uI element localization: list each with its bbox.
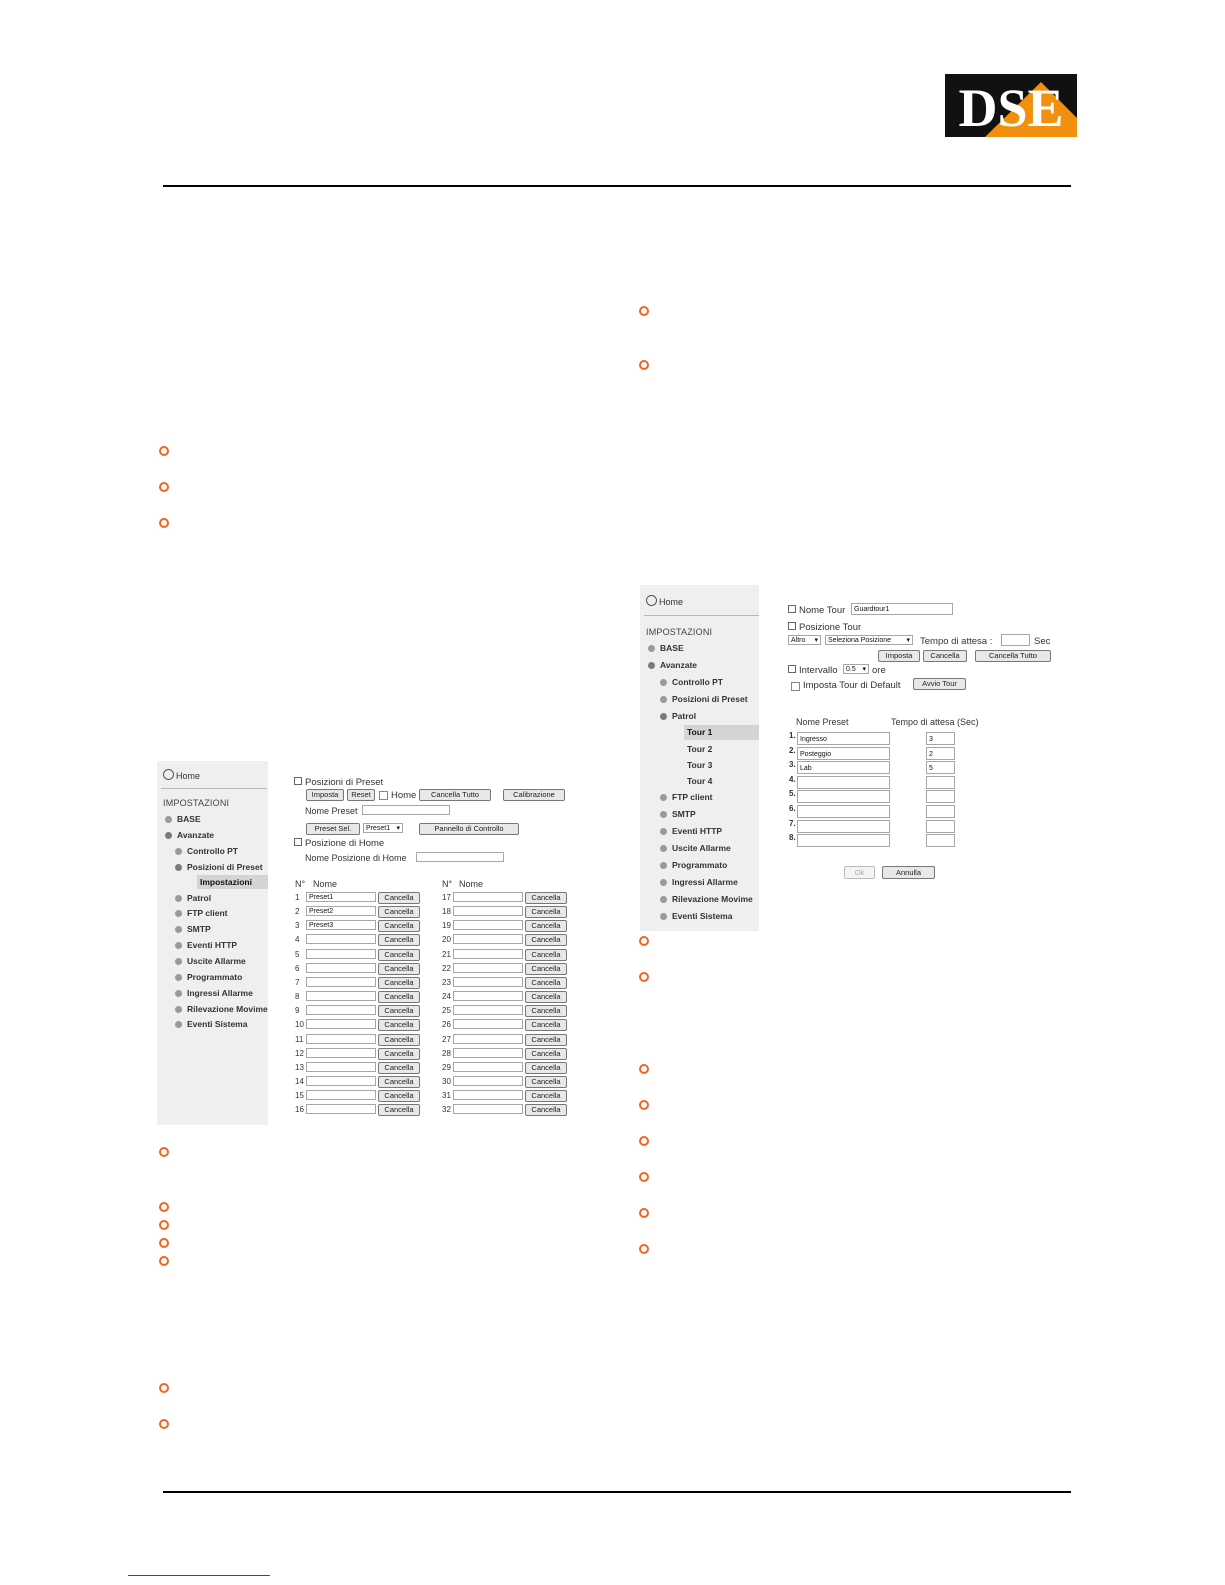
tour-wait-time-input[interactable]: [926, 776, 955, 789]
preset-name-input[interactable]: [453, 1104, 523, 1114]
preset-row-number: 5: [295, 949, 300, 959]
bullet-marker: [639, 972, 649, 982]
sidebar-item-tour-2[interactable]: Tour 2: [687, 744, 713, 754]
preset-row-number: 3: [295, 921, 300, 931]
arrow-icon: [660, 811, 667, 818]
tour-preset-name-input[interactable]: [797, 805, 890, 818]
preset-sel-button[interactable]: Preset Sel.: [306, 823, 360, 835]
preset-name-input[interactable]: [453, 949, 523, 959]
avvio-tour-button[interactable]: Avvio Tour: [913, 678, 966, 690]
arrow-icon: [175, 958, 182, 965]
cancella-row-button[interactable]: Cancella: [378, 977, 420, 989]
ore-label: ore: [872, 665, 886, 676]
tour-wait-time-input[interactable]: 2: [926, 747, 955, 760]
sidebar-item-controllo-pt[interactable]: Controllo PT: [660, 677, 723, 687]
preset-row-number: 14: [295, 1076, 304, 1086]
preset-name-input[interactable]: [306, 1062, 376, 1072]
preset-row-number: 29: [442, 1062, 451, 1072]
tempo-attesa-label: Tempo di attesa :: [920, 636, 993, 647]
sidebar-item-rilevazione-movimento[interactable]: Rilevazione Movime: [175, 1004, 268, 1014]
sidebar-section-title: IMPOSTAZIONI: [646, 627, 713, 637]
arrow-icon: [648, 645, 655, 652]
preset-name-input[interactable]: [306, 1090, 376, 1100]
preset-name-input[interactable]: [306, 991, 376, 1001]
arrow-icon: [660, 896, 667, 903]
nome-tour-input[interactable]: Guardtour1: [851, 603, 953, 615]
cancella-row-button[interactable]: Cancella: [525, 977, 567, 989]
cancella-row-button[interactable]: Cancella: [378, 1048, 420, 1060]
home-section-title: Posizione di Home: [294, 838, 384, 849]
sidebar-item-patrol[interactable]: Patrol: [175, 893, 211, 903]
tour-preset-name-input[interactable]: [797, 776, 890, 789]
tour-sidebar: [640, 585, 759, 931]
preset-name-input[interactable]: Preset3: [306, 920, 376, 930]
cancella-row-button[interactable]: Cancella: [378, 991, 420, 1003]
preset-select[interactable]: Preset1 ▾: [363, 823, 403, 833]
footer-rule: [163, 1491, 1071, 1493]
preset-row-number: 23: [442, 977, 451, 987]
tour-preset-name-input[interactable]: [797, 820, 890, 833]
preset-name-input[interactable]: [453, 892, 523, 902]
arrow-icon: [660, 679, 667, 686]
cancella-row-button[interactable]: Cancella: [525, 949, 567, 961]
preset-name-input[interactable]: [453, 1034, 523, 1044]
cancella-tutto-button[interactable]: Cancella Tutto: [975, 650, 1051, 662]
preset-row-number: 15: [295, 1091, 304, 1101]
preset-name-input[interactable]: [453, 963, 523, 973]
sidebar-item-eventi-http[interactable]: Eventi HTTP: [660, 826, 722, 836]
cancella-row-button[interactable]: Cancella: [525, 1048, 567, 1060]
default-tour-checkbox[interactable]: [791, 682, 800, 691]
bullet-marker: [639, 1208, 649, 1218]
nome-preset-input[interactable]: [362, 805, 450, 815]
arrow-icon: [175, 1006, 182, 1013]
preset-name-input[interactable]: [306, 1034, 376, 1044]
pannello-controllo-button[interactable]: Pannello di Controllo: [419, 823, 519, 835]
cancella-row-button[interactable]: Cancella: [378, 1076, 420, 1088]
bullet-marker: [639, 1244, 649, 1254]
preset-row-number: 11: [295, 1034, 304, 1044]
bullet-marker: [159, 1256, 169, 1266]
tour-preset-name-input[interactable]: Ingresso: [797, 732, 890, 745]
col-header-nome: Nome: [313, 879, 338, 889]
bullet-marker: [159, 1220, 169, 1230]
bullet-marker: [639, 1064, 649, 1074]
bullet-marker: [639, 1100, 649, 1110]
ok-button[interactable]: Ok: [844, 866, 875, 879]
sidebar-home-label: Home: [659, 597, 684, 607]
tour-preset-name-input[interactable]: Lab: [797, 761, 890, 774]
sidebar-item-programmato[interactable]: Programmato: [175, 972, 242, 982]
arrow-icon: [175, 1021, 182, 1028]
nome-tour-label: Nome Tour: [788, 605, 845, 616]
tour-preset-name-input[interactable]: Posteggio: [797, 747, 890, 760]
arrow-icon: [660, 794, 667, 801]
cancella-row-button[interactable]: Cancella: [378, 949, 420, 961]
cancella-row-button[interactable]: Cancella: [378, 920, 420, 932]
preset-row-number: 28: [442, 1048, 451, 1058]
sidebar-item-eventi-http[interactable]: Eventi HTTP: [175, 940, 237, 950]
sidebar-item-posizioni-preset[interactable]: Posizioni di Preset: [660, 694, 748, 704]
altro-select[interactable]: Altro ▾: [788, 635, 821, 645]
preset-name-input[interactable]: [453, 1090, 523, 1100]
home-icon: [646, 595, 657, 606]
cancella-row-button[interactable]: Cancella: [378, 1005, 420, 1017]
posizione-tour-label: Posizione Tour: [788, 622, 861, 633]
preset-row-number: 10: [295, 1020, 304, 1030]
sidebar-item-eventi-sistema[interactable]: Eventi Sistema: [660, 911, 732, 921]
preset-name-input[interactable]: [453, 1048, 523, 1058]
nome-home-label: Nome Posizione di Home: [305, 853, 407, 863]
arrow-icon: [175, 926, 182, 933]
preset-name-input[interactable]: [453, 920, 523, 930]
logo-text: DSE: [958, 78, 1064, 137]
preset-row-number: 2: [295, 907, 300, 917]
col-header-number: N°: [295, 879, 306, 889]
tour-row-number: 5.: [789, 789, 796, 799]
preset-row-number: 8: [295, 992, 300, 1002]
cancella-row-button[interactable]: Cancella: [525, 920, 567, 932]
arrow-icon: [660, 828, 667, 835]
bullet-marker: [159, 1202, 169, 1212]
col-header-nome-preset: Nome Preset: [796, 717, 849, 727]
header-rule: [163, 185, 1071, 187]
preset-row-number: 24: [442, 992, 451, 1002]
preset-row-number: 26: [442, 1020, 451, 1030]
cancella-row-button[interactable]: Cancella: [378, 1034, 420, 1046]
bullet-marker: [639, 1136, 649, 1146]
sidebar-item-base[interactable]: BASE: [165, 814, 201, 824]
sidebar-home[interactable]: [646, 595, 683, 607]
sidebar-item-ingressi-allarme[interactable]: Ingressi Allarme: [175, 988, 253, 998]
preset-row-number: 13: [295, 1062, 304, 1072]
nome-home-input[interactable]: [416, 852, 504, 862]
sidebar-item-tour-1[interactable]: Tour 1: [684, 725, 759, 740]
cancella-row-button[interactable]: Cancella: [525, 906, 567, 918]
cancella-row-button[interactable]: Cancella: [525, 1090, 567, 1102]
preset-row-number: 20: [442, 935, 451, 945]
preset-row-number: 27: [442, 1034, 451, 1044]
preset-name-input[interactable]: [306, 977, 376, 987]
arrow-down-icon: [175, 864, 182, 871]
tour-preset-name-input[interactable]: [797, 834, 890, 847]
sidebar-item-controllo-pt[interactable]: Controllo PT: [175, 846, 238, 856]
section-square-icon: [788, 622, 796, 630]
arrow-icon: [175, 910, 182, 917]
section-square-icon: [788, 665, 796, 673]
sidebar-item-tour-4[interactable]: Tour 4: [687, 776, 713, 786]
bullet-marker: [159, 446, 169, 456]
tour-row-number: 8.: [789, 833, 796, 843]
tour-row-number: 6.: [789, 804, 796, 813]
sidebar-item-smtp[interactable]: SMTP: [660, 809, 696, 819]
preset-row-number: 12: [295, 1048, 304, 1058]
section-square-icon: [788, 605, 796, 613]
cancella-row-button[interactable]: Cancella: [525, 1005, 567, 1017]
cancella-row-button[interactable]: Cancella: [378, 1104, 420, 1116]
sidebar-item-patrol[interactable]: Patrol: [660, 711, 696, 721]
preset-name-input[interactable]: [453, 1076, 523, 1086]
sidebar-home-label: Home: [176, 771, 201, 781]
cancella-row-button[interactable]: Cancella: [525, 991, 567, 1003]
arrow-down-icon: [648, 662, 655, 669]
tour-preset-name-input[interactable]: [797, 790, 890, 803]
sidebar-item-rilevazione-movimento[interactable]: Rilevazione Movime: [660, 894, 759, 904]
annulla-button[interactable]: Annulla: [882, 866, 935, 879]
intervallo-select[interactable]: 0.5 ▾: [843, 664, 869, 674]
arrow-icon: [660, 862, 667, 869]
cancella-row-button[interactable]: Cancella: [378, 1019, 420, 1031]
arrow-icon: [660, 696, 667, 703]
bullet-marker: [639, 936, 649, 946]
sidebar-item-posizioni-preset[interactable]: Posizioni di Preset: [175, 862, 263, 872]
home-checkbox[interactable]: [379, 791, 388, 800]
cancella-row-button[interactable]: Cancella: [525, 892, 567, 904]
preset-row-number: 21: [442, 949, 451, 959]
cancella-row-button[interactable]: Cancella: [525, 934, 567, 946]
arrow-icon: [175, 942, 182, 949]
sec-label: Sec: [1034, 636, 1051, 647]
bullet-marker: [639, 1172, 649, 1182]
sidebar-item-avanzate[interactable]: Avanzate: [648, 660, 697, 670]
home-checkbox-label: Home: [391, 790, 417, 801]
sidebar-item-base[interactable]: BASE: [648, 643, 684, 653]
bullet-marker: [159, 1238, 169, 1248]
preset-settings-screenshot: [157, 761, 575, 1125]
tour-row-number: 4.: [789, 774, 796, 784]
intervallo-label: Intervallo: [788, 665, 838, 676]
sidebar-divider: [161, 788, 267, 789]
bullet-marker: [159, 1419, 169, 1429]
sidebar-item-eventi-sistema[interactable]: Eventi Sistema: [175, 1019, 247, 1029]
sidebar-item-ftp-client[interactable]: FTP client: [660, 792, 712, 802]
sidebar-item-impostazioni[interactable]: Impostazioni: [197, 875, 268, 889]
col-header-nome: Nome: [459, 879, 484, 889]
section-square-icon: [294, 777, 302, 785]
sidebar-divider: [644, 615, 759, 616]
arrow-icon: [175, 895, 182, 902]
bullet-marker: [159, 518, 169, 528]
arrow-icon: [175, 848, 182, 855]
arrow-icon: [175, 990, 182, 997]
imposta-button[interactable]: Imposta: [306, 789, 344, 801]
tour-wait-time-input[interactable]: [926, 790, 955, 803]
preset-row-number: 4: [295, 935, 300, 945]
preset-sidebar: [157, 761, 268, 1125]
sidebar-item-ingressi-allarme[interactable]: Ingressi Allarme: [660, 877, 738, 887]
preset-name-input[interactable]: [453, 991, 523, 1001]
bullet-marker: [639, 306, 649, 316]
arrow-icon: [660, 913, 667, 920]
cancella-row-button[interactable]: Cancella: [378, 1062, 420, 1074]
preset-row-number: 16: [295, 1105, 304, 1115]
arrow-icon: [660, 845, 667, 852]
nome-preset-label: Nome Preset: [305, 806, 358, 816]
sidebar-item-tour-3[interactable]: Tour 3: [687, 760, 713, 770]
tour-settings-screenshot: [640, 585, 1060, 931]
default-tour-label: Imposta Tour di Default: [803, 680, 901, 691]
cancella-row-button[interactable]: Cancella: [378, 906, 420, 918]
arrow-down-icon: [165, 832, 172, 839]
tour-wait-time-input[interactable]: 5: [926, 761, 955, 774]
cancella-row-button[interactable]: Cancella: [378, 934, 420, 946]
preset-name-input[interactable]: [453, 1005, 523, 1015]
preset-row-number: 32: [442, 1105, 451, 1115]
tour-wait-time-input[interactable]: [926, 805, 955, 818]
sidebar-item-uscite-allarme[interactable]: Uscite Allarme: [175, 956, 246, 966]
preset-row-number: 9: [295, 1006, 300, 1016]
preset-name-input[interactable]: [306, 1019, 376, 1029]
tour-row-number: 3.: [789, 760, 796, 770]
cancella-button[interactable]: Cancella: [923, 650, 967, 662]
seleziona-posizione-select[interactable]: Seleziona Posizione ▾: [825, 635, 913, 645]
preset-row-number: 22: [442, 963, 451, 973]
arrow-icon: [175, 974, 182, 981]
cancella-row-button[interactable]: Cancella: [525, 1034, 567, 1046]
sidebar-item-ftp-client[interactable]: FTP client: [175, 908, 227, 918]
preset-name-input[interactable]: [306, 1076, 376, 1086]
sidebar-item-smtp[interactable]: SMTP: [175, 924, 211, 934]
cancella-row-button[interactable]: Cancella: [525, 963, 567, 975]
preset-row-number: 18: [442, 907, 451, 917]
preset-name-input[interactable]: [453, 934, 523, 944]
bullet-marker: [159, 482, 169, 492]
preset-row-number: 30: [442, 1076, 451, 1086]
preset-row-number: 19: [442, 921, 451, 931]
preset-section-title: Posizioni di Preset: [294, 777, 383, 788]
cancella-row-button[interactable]: Cancella: [525, 1062, 567, 1074]
cancella-row-button[interactable]: Cancella: [525, 1104, 567, 1116]
dse-logo-graphic: [945, 74, 1077, 137]
tour-row-number: 7.: [789, 818, 796, 828]
preset-name-input[interactable]: [306, 934, 376, 944]
dse-logo: [945, 74, 1077, 137]
bullet-marker: [639, 360, 649, 370]
preset-name-input[interactable]: [306, 949, 376, 959]
preset-row-number: 17: [442, 893, 451, 902]
imposta-button[interactable]: Imposta: [878, 650, 920, 662]
cancella-tutto-button[interactable]: Cancella Tutto: [419, 789, 491, 801]
preset-name-input[interactable]: [306, 963, 376, 973]
preset-row-number: 7: [295, 977, 300, 987]
preset-name-input[interactable]: [306, 1048, 376, 1058]
preset-name-input[interactable]: [453, 1062, 523, 1072]
arrow-down-icon: [660, 713, 667, 720]
tempo-attesa-input[interactable]: [1001, 634, 1030, 646]
preset-name-input[interactable]: [453, 977, 523, 987]
preset-name-input[interactable]: [306, 1104, 376, 1114]
sidebar-item-avanzate[interactable]: Avanzate: [165, 830, 214, 840]
preset-row-number: 25: [442, 1006, 451, 1016]
preset-row-number: 1: [295, 893, 300, 902]
tour-row-number: 1.: [789, 731, 796, 740]
sidebar-item-uscite-allarme[interactable]: Uscite Allarme: [660, 843, 731, 853]
preset-name-input[interactable]: [453, 906, 523, 916]
arrow-icon: [165, 816, 172, 823]
arrow-icon: [660, 879, 667, 886]
preset-name-input[interactable]: [453, 1019, 523, 1029]
sidebar-item-programmato[interactable]: Programmato: [660, 860, 727, 870]
preset-row-number: 31: [442, 1091, 451, 1101]
col-header-tempo-attesa: Tempo di attesa (Sec): [891, 717, 979, 727]
cancella-row-button[interactable]: Cancella: [378, 892, 420, 904]
section-square-icon: [294, 838, 302, 846]
preset-name-input[interactable]: [306, 1005, 376, 1015]
cancella-row-button[interactable]: Cancella: [525, 1019, 567, 1031]
home-icon: [163, 769, 174, 780]
col-header-number: N°: [442, 879, 453, 889]
tour-wait-time-input[interactable]: [926, 820, 955, 833]
tour-wait-time-input[interactable]: [926, 834, 955, 847]
cancella-row-button[interactable]: Cancella: [378, 963, 420, 975]
footer-link-underline: [128, 1575, 270, 1576]
preset-name-input[interactable]: Preset2: [306, 906, 376, 916]
cancella-row-button[interactable]: Cancella: [378, 1090, 420, 1102]
tour-row-number: 2.: [789, 745, 796, 755]
cancella-row-button[interactable]: Cancella: [525, 1076, 567, 1088]
sidebar-section-title: IMPOSTAZIONI: [163, 798, 230, 808]
calibrazione-button[interactable]: Calibrazione: [503, 789, 565, 801]
preset-row-number: 6: [295, 963, 300, 973]
bullet-marker: [159, 1383, 169, 1393]
reset-button[interactable]: Reset: [347, 789, 375, 801]
sidebar-home[interactable]: [163, 769, 200, 781]
tour-wait-time-input[interactable]: 3: [926, 732, 955, 745]
preset-name-input[interactable]: Preset1: [306, 892, 376, 902]
bullet-marker: [159, 1147, 169, 1157]
